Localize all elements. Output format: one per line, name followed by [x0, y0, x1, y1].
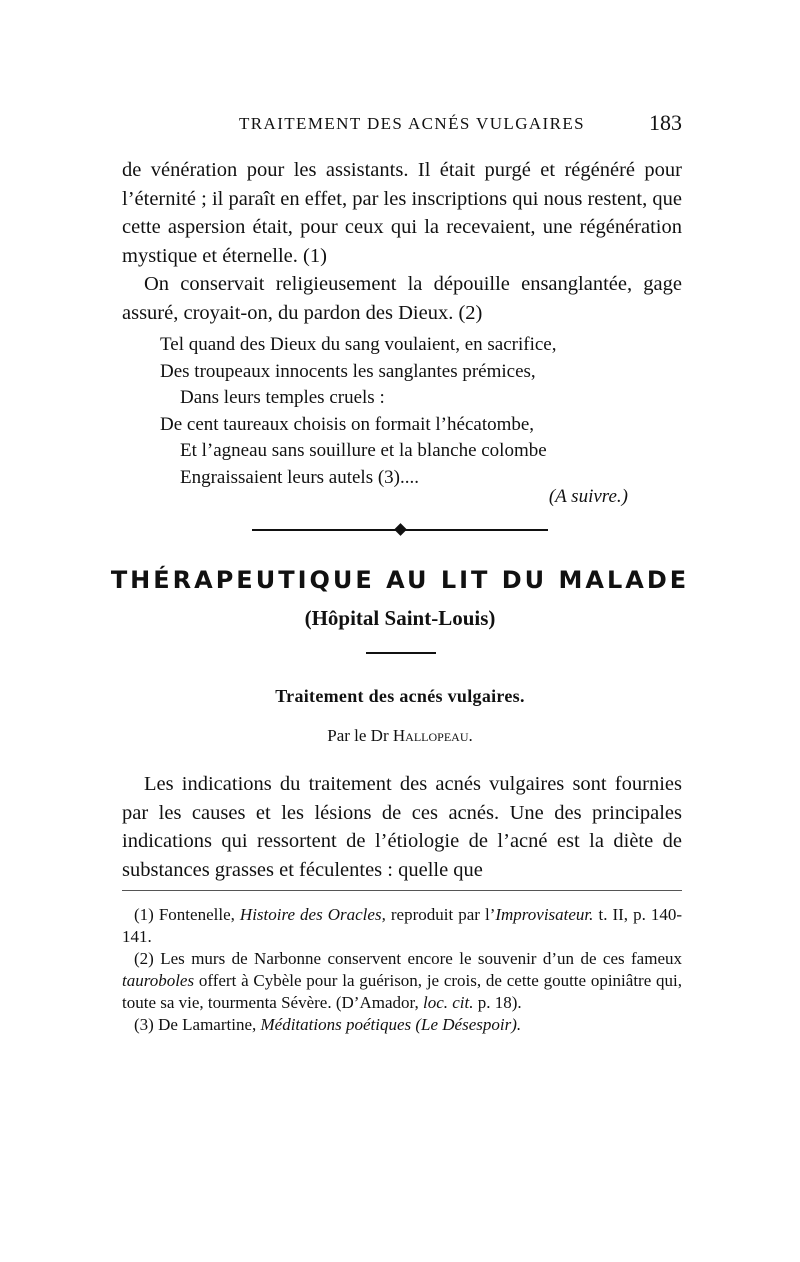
article-author: [0, 726, 800, 746]
article-body: [122, 770, 682, 884]
verse-line: Et l’agneau sans souillure et la blanche colombe: [180, 440, 547, 461]
page-number: 183: [649, 110, 682, 135]
verse-line: Tel quand des Dieux du sang voulaient, en sacrifice,: [160, 334, 557, 355]
footnote-3: (3) De Lamartine, Méditations poétiques (Le Désespoir).: [134, 1015, 522, 1034]
author-name: Hallopeau.: [392, 726, 473, 745]
footnote-separator: [122, 890, 682, 891]
verse-line: Engraissaient leurs autels (3)....: [180, 466, 420, 488]
verse-line: Dans leurs temples cruels :: [180, 387, 385, 408]
diamond-ornament-icon: [394, 523, 407, 536]
verse-line: Des troupeaux innocents les sanglantes prémices,: [160, 360, 536, 382]
intro-paragraph-1: de vénération pour les assistants. Il était purgé et régénéré pour l’éternité ; il paraît en effet, par les inscriptions qui nous restent, que cette aspersion était, pour ceux qui la recevaient, une régénération mystique et éternelle. (1): [122, 159, 682, 267]
section-subtitle: (Hôpital Saint-Louis): [304, 606, 496, 630]
footnote-1: (1) Fontenelle, Histoire des Oracles, reproduit par l’Improvisateur. t. II, p. 140-141.: [122, 905, 683, 946]
ornamental-divider: [252, 524, 548, 536]
running-title: TRAITEMENT DES ACNÉS VULGAIRES: [239, 114, 585, 133]
intro-paragraph-2: On conservait religieusement la dépouille ensanglantée, gage assuré, croyait-on, du pardon des Dieux. (2): [122, 273, 682, 324]
footnotes: [122, 904, 682, 1036]
intro-text: [122, 156, 682, 327]
article-title: Traitement des acnés vulgaires.: [275, 686, 525, 706]
verse-line: De cent taureaux choisis on formait l’hécatombe,: [160, 413, 535, 435]
section-title: THÉRAPEUTIQUE AU LIT DU MALADE: [110, 566, 690, 594]
to-be-continued: (A suivre.): [548, 486, 628, 507]
short-divider: [366, 652, 436, 654]
running-header: [122, 110, 682, 144]
verse-quote: [160, 332, 660, 491]
author-prefix: Par le Dr: [327, 726, 389, 745]
footnote-2: (2) Les murs de Narbonne conservent encore le souvenir d’un de ces fameux tauroboles offert à Cybèle pour la guérison, je crois, de cette goutte opiniâtre qui, toute sa vie, tourmenta Sévère. (D’Amador, loc. cit. p. 18).: [122, 949, 682, 1012]
article-paragraph: Les indications du traitement des acnés vulgaires sont fournies par les causes et les lésions de ces acnés. Une des principales indications qui ressortent de l’étiologie de l’acné est la diète de substances grasses et féculentes : quelle que: [122, 773, 682, 881]
